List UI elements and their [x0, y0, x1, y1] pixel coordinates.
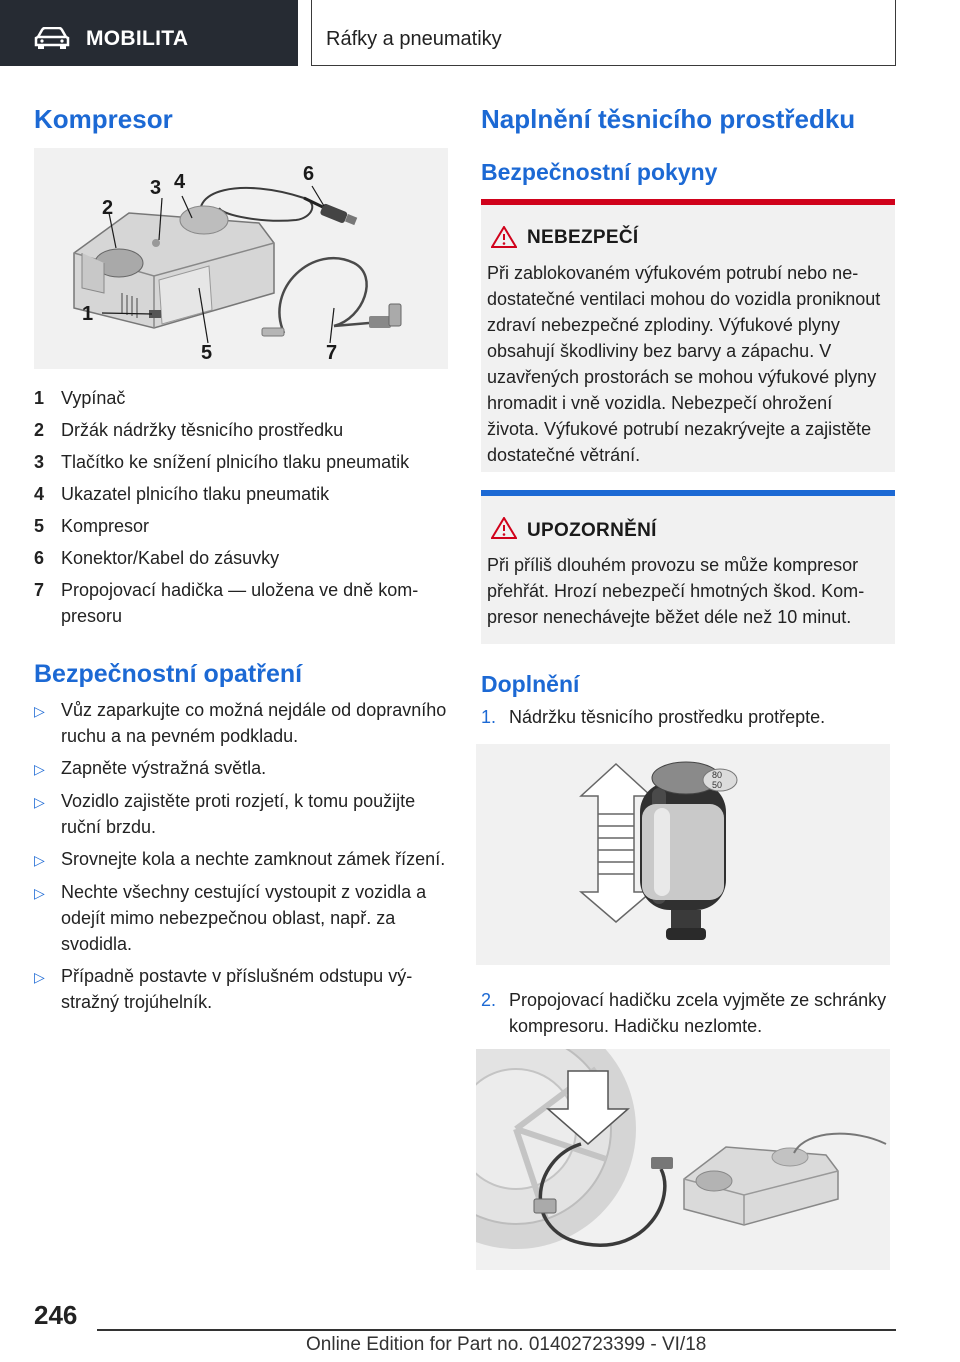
callout-6: 6 — [303, 163, 315, 185]
step-text: Propojovací hadičku zcela vyjměte ze schránky kompresoru. Hadičku nezlomte. — [509, 990, 887, 1036]
bullet-text: Srovnejte kola a nechte zamknout zámek řízení. — [61, 849, 446, 869]
legend-text: Tlačítko ke snížení plnicího tlaku pneumatik — [61, 452, 410, 472]
sealant-fill-heading: Naplnění těsnicího prostředku — [481, 104, 856, 134]
bullet-text: Zapněte výstražná světla. — [61, 758, 267, 778]
legend-item — [34, 510, 448, 542]
step-text: Nádržku těsnicího prostředku protřepte. — [509, 707, 826, 727]
fill-heading: Doplnění — [481, 671, 580, 697]
bullet-item — [34, 788, 448, 840]
danger-text: Při zablokovaném výfukovém potrubí nebo nedostatečné ventilaci mohou do vozidla proniknout zdraví nebezpečné zplodiny. Výfukové plyny obsahují škodliviny bez barvy a zápachu. V uzavřených prostorách se mohou výfukové plyny hromadit i vně vozidla. Nebezpečí ohrožení života. Výfukové potrubí nezakrývejte a zajistěte dostatečné větrání. — [487, 263, 881, 465]
step-number: 1. — [481, 707, 497, 727]
bullet-item — [34, 755, 448, 782]
callout-4: 4 — [174, 171, 186, 193]
legend-text: Propojovací hadička — uložena ve dně kompresoru — [61, 580, 419, 626]
legend-item — [34, 478, 448, 510]
warning-triangle-icon — [491, 517, 517, 539]
legend-item — [34, 542, 448, 574]
car-icon — [34, 27, 70, 49]
danger-box — [481, 199, 895, 472]
remove-hose-figure — [476, 1049, 890, 1270]
safety-measures-heading: Bezpečnostní opatření — [34, 660, 303, 688]
compressor-figure — [34, 148, 448, 369]
gauge-label-80: 80 — [712, 770, 723, 780]
legend-text: Držák nádržky těsnicího prostředku — [61, 420, 344, 440]
callout-3: 3 — [150, 177, 162, 199]
caution-title: UPOZORNĚNÍ — [527, 520, 657, 541]
chapter-header — [311, 0, 896, 66]
bullet-item — [34, 697, 448, 749]
danger-title: NEBEZPEČÍ — [527, 227, 639, 248]
safety-notes-heading: Bezpečnostní pokyny — [481, 159, 718, 185]
legend-text: Ukazatel plnicího tlaku pneumatik — [61, 484, 330, 504]
safety-bullets — [34, 697, 448, 1021]
legend-number: 4 — [34, 484, 45, 504]
compressor-heading: Kompresor — [34, 104, 173, 134]
triangle-bullet-icon: ▷ — [34, 703, 45, 719]
bullet-item — [34, 846, 448, 873]
triangle-bullet-icon: ▷ — [34, 852, 45, 868]
section-title: MOBILITA — [86, 27, 189, 50]
callout-1: 1 — [82, 303, 94, 325]
callout-5: 5 — [201, 342, 213, 364]
legend-text: Konektor/Kabel do zásuvky — [61, 548, 280, 568]
caution-text: Při příliš dlouhém provozu se může kompresor přehřát. Hrozí nebezpečí hmotných škod. Kompresor nenechávejte běžet déle než 10 minut. — [487, 555, 865, 627]
step-item — [481, 987, 895, 1039]
footer-divider — [97, 1329, 896, 1331]
legend-text: Kompresor — [61, 516, 150, 536]
legend-number: 7 — [34, 580, 45, 600]
bullet-text: Případně postavte v příslušném odstupu výstražný trojúhelník. — [61, 966, 413, 1012]
warning-triangle-icon — [491, 226, 517, 248]
legend-item — [34, 414, 448, 446]
caution-box — [481, 490, 895, 644]
legend-item — [34, 574, 448, 629]
legend-text: Vypínač — [61, 388, 126, 408]
legend-item — [34, 446, 448, 478]
step-number: 2. — [481, 990, 497, 1010]
gauge-label-50: 50 — [712, 780, 723, 790]
compressor-legend — [34, 382, 448, 629]
legend-item — [34, 382, 448, 414]
bullet-text: Vozidlo zajistěte proti rozjetí, k tomu použijte ruční brzdu. — [61, 791, 416, 837]
bullet-text: Vůz zaparkujte co možná nejdále od dopravního ruchu a na pevném podkladu. — [61, 700, 447, 746]
callout-7: 7 — [326, 342, 338, 364]
triangle-bullet-icon: ▷ — [34, 969, 45, 985]
chapter-title: Ráfky a pneumatiky — [326, 28, 502, 50]
bullet-item — [34, 879, 448, 957]
triangle-bullet-icon: ▷ — [34, 761, 45, 777]
legend-number: 2 — [34, 420, 45, 440]
page-number: 246 — [34, 1300, 78, 1330]
edition-footer: Online Edition for Part no. 01402723399 - VI/18 — [306, 1334, 707, 1355]
legend-number: 1 — [34, 388, 45, 408]
legend-number: 5 — [34, 516, 45, 536]
shake-bottle-figure — [476, 744, 890, 965]
legend-number: 6 — [34, 548, 45, 568]
legend-number: 3 — [34, 452, 45, 472]
triangle-bullet-icon: ▷ — [34, 794, 45, 810]
callout-2: 2 — [102, 197, 114, 219]
bullet-text: Nechte všechny cestující vystoupit z vozidla a odejít mimo nebezpečnou oblast, např. za svodidla. — [61, 882, 427, 954]
bullet-item — [34, 963, 448, 1015]
step-item — [481, 704, 895, 730]
triangle-bullet-icon: ▷ — [34, 885, 45, 901]
section-tab[interactable] — [0, 0, 298, 66]
